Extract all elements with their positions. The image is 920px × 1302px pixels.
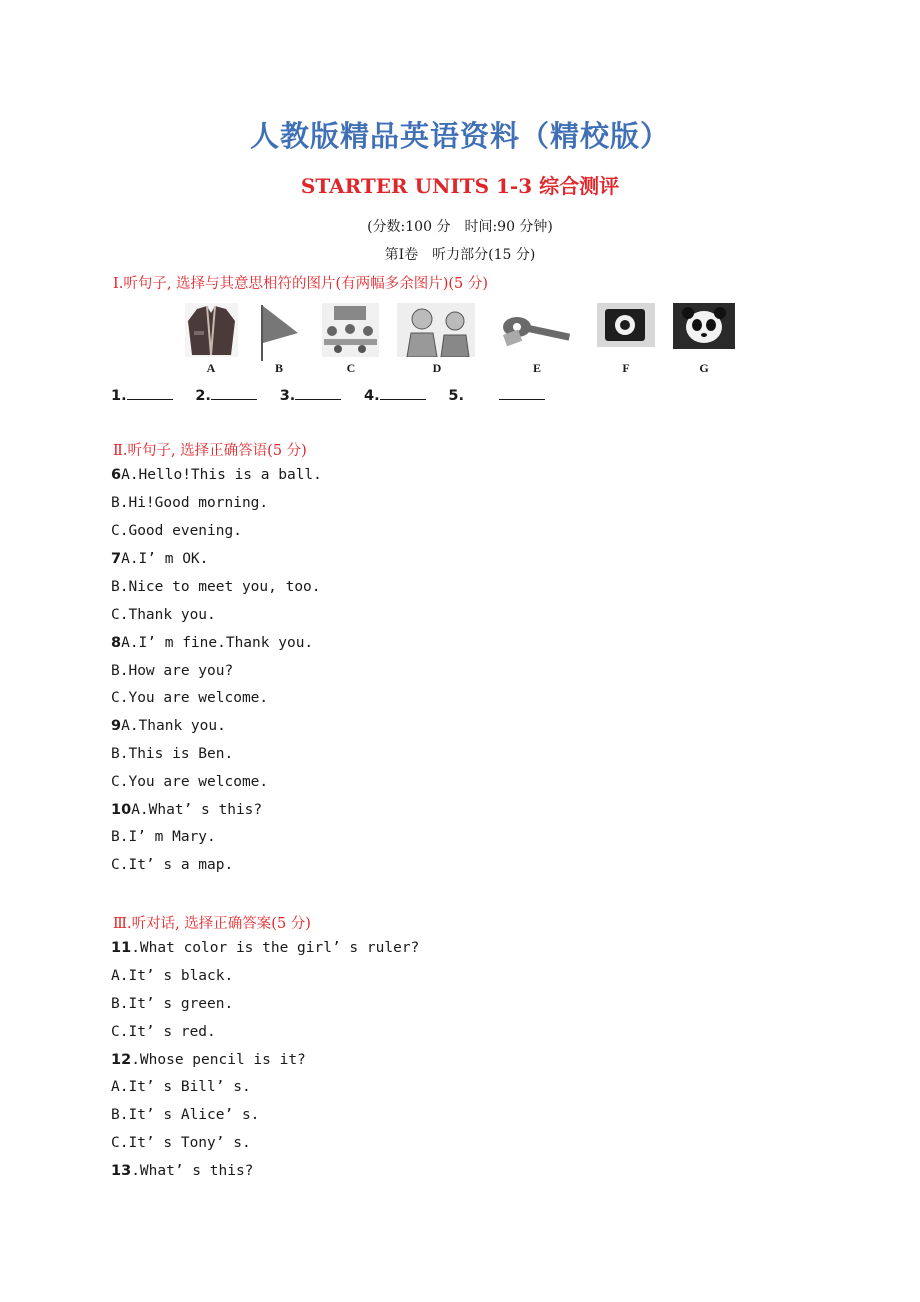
section2-heading: Ⅱ.听句子, 选择正确答语(5 分)	[113, 443, 307, 459]
question-11-option-a: A.It’ s black.	[111, 968, 234, 984]
picture-a	[185, 303, 238, 357]
question-12-stem: 12.Whose pencil is it?	[111, 1052, 306, 1068]
question-7-option-a: 7A.I’ m OK.	[111, 551, 209, 567]
picture-f	[597, 303, 655, 357]
question-12-option-b: B.It’ s Alice’ s.	[111, 1107, 260, 1123]
question-7-option-c: C.Thank you.	[111, 607, 216, 623]
question-11-option-c: C.It’ s red.	[111, 1024, 216, 1040]
question-9-option-b: B.This is Ben.	[111, 746, 234, 762]
key-icon	[495, 303, 579, 357]
question-6-option-a: 6A.Hello!This is a ball.	[111, 467, 322, 483]
section3-heading: Ⅲ.听对话, 选择正确答案(5 分)	[113, 916, 311, 932]
question-12-option-c: C.It’ s Tony’ s.	[111, 1135, 251, 1151]
document-subtitle: STARTER UNITS 1-3 综合测评	[300, 174, 620, 198]
picture-label-c: C	[346, 361, 356, 375]
picture-label-b: B	[274, 361, 283, 375]
answer-blank-2[interactable]: 2.	[195, 388, 257, 404]
answer-blank-3[interactable]: 3.	[280, 388, 342, 404]
picture-c	[322, 303, 379, 357]
question-8-option-a: 8A.I’ m fine.Thank you.	[111, 635, 314, 651]
question-6-option-b: B.Hi!Good morning.	[111, 495, 269, 511]
picture-label-e: E	[532, 361, 541, 375]
question-10-option-c: C.It’ s a map.	[111, 857, 234, 873]
score-time-info: (分数:100 分 时间:90 分钟)	[367, 219, 553, 235]
question-8-option-b: B.How are you?	[111, 663, 234, 679]
picture-e	[495, 303, 579, 357]
question-10-option-b: B.I’ m Mary.	[111, 829, 216, 845]
answer-blank-4[interactable]: 4.	[364, 388, 426, 404]
document-title: 人教版精品英语资料（精校版）	[249, 119, 670, 153]
jacket-icon	[185, 303, 238, 357]
question-11-option-b: B.It’ s green.	[111, 996, 234, 1012]
answer-blank-1[interactable]: 1.	[111, 388, 173, 404]
panda-icon	[673, 303, 735, 349]
flag-icon	[258, 303, 302, 361]
people-icon	[397, 303, 475, 357]
picture-g	[673, 303, 735, 357]
question-6-option-c: C.Good evening.	[111, 523, 242, 539]
question-13-stem: 13.What’ s this?	[111, 1163, 254, 1179]
question-11-stem: 11.What color is the girl’ s ruler?	[111, 940, 420, 956]
section1-heading: Ⅰ.听句子, 选择与其意思相符的图片(有两幅多余图片)(5 分)	[113, 276, 489, 292]
picture-label-d: D	[432, 361, 442, 375]
answer-blanks-row	[111, 385, 559, 404]
picture-d	[397, 303, 475, 357]
classroom-icon	[322, 303, 379, 357]
picture-label-g: G	[699, 361, 709, 375]
question-7-option-b: B.Nice to meet you, too.	[111, 579, 321, 595]
ipod-icon	[597, 303, 655, 347]
question-9-option-c: C.You are welcome.	[111, 774, 269, 790]
answer-blank-5[interactable]: 5.	[448, 388, 545, 404]
question-8-option-c: C.You are welcome.	[111, 690, 269, 706]
picture-label-a: A	[206, 361, 216, 375]
question-10-option-a: 10A.What’ s this?	[111, 802, 263, 818]
picture-label-f: F	[622, 361, 630, 375]
picture-b	[258, 303, 302, 357]
part-heading: 第Ⅰ卷 听力部分(15 分)	[384, 247, 536, 263]
question-12-option-a: A.It’ s Bill’ s.	[111, 1079, 251, 1095]
question-9-option-a: 9A.Thank you.	[111, 718, 226, 734]
